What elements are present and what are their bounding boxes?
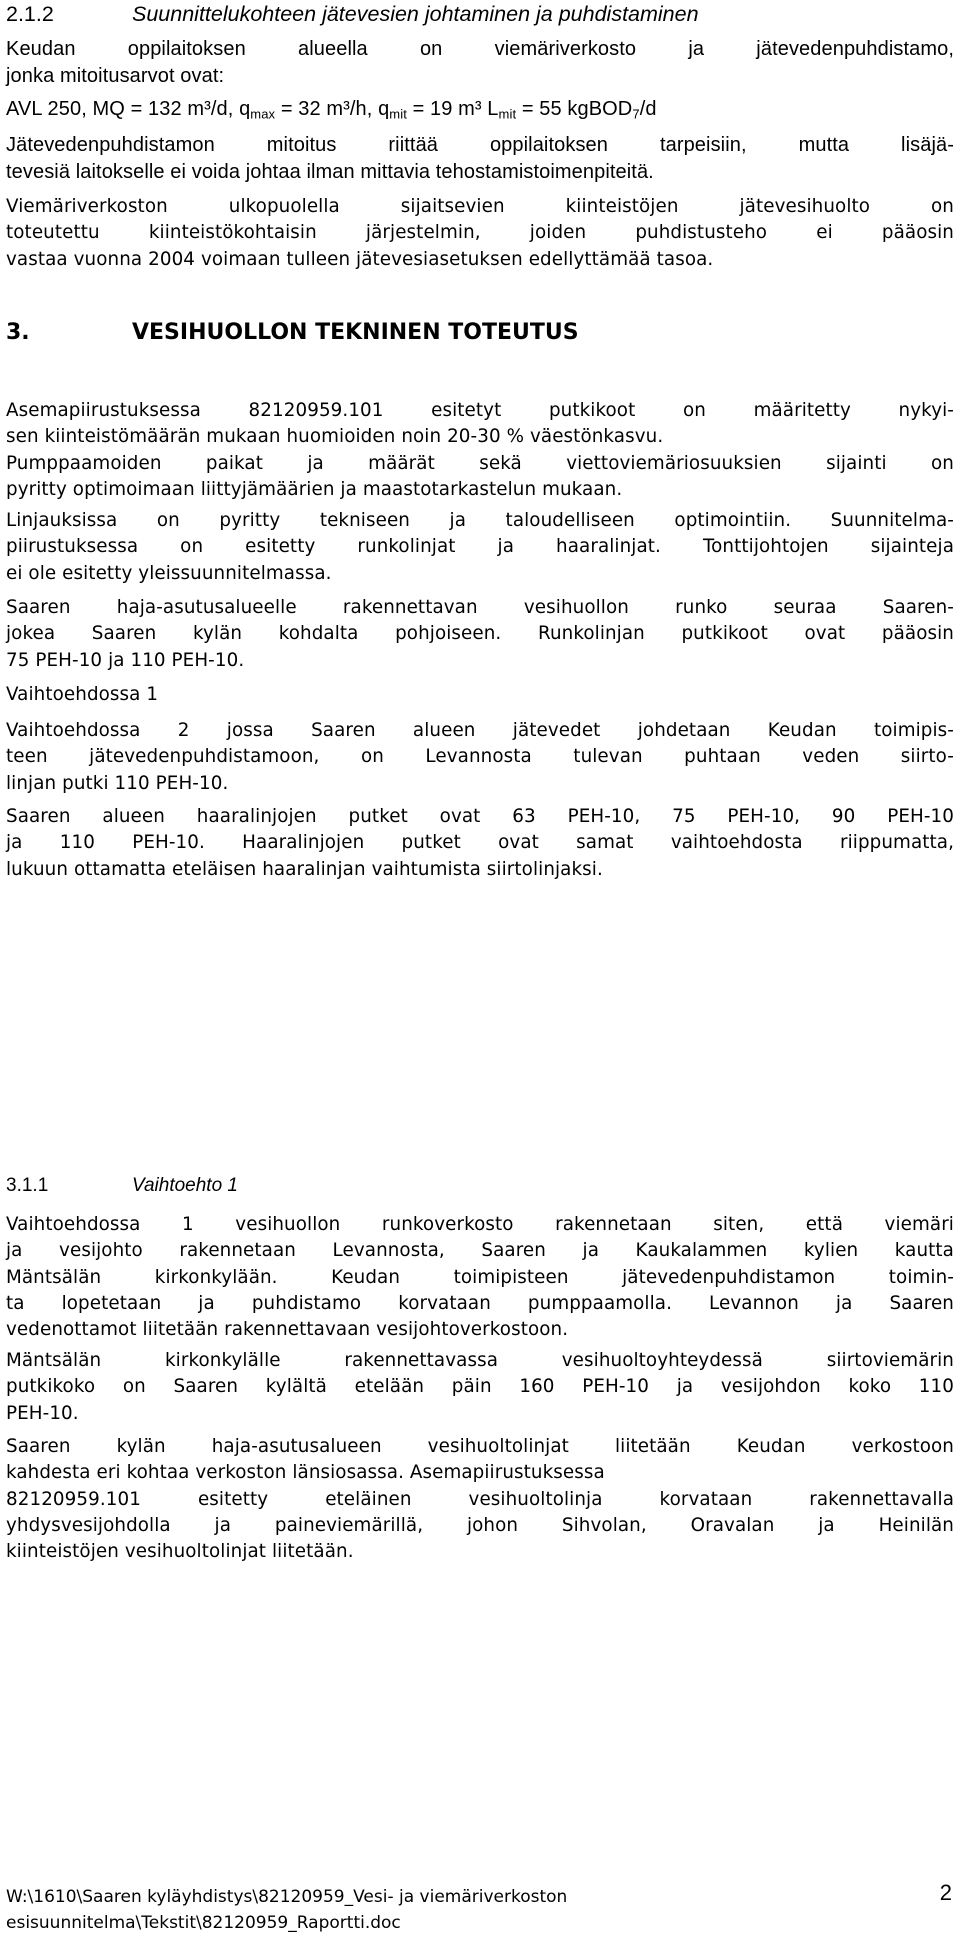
paragraph-transfer-sewer [6, 1348, 954, 1427]
text-line: kiinteistöjen vesihuoltolinjat liitetään. [6, 1541, 354, 1563]
text-line: Viemäriverkoston ulkopuolella sijaitsevien kiinteistöjen jätevesihuolto on [6, 196, 954, 217]
text-line: linjan putki 110 PEH-10. [6, 772, 229, 794]
section-title: VESIHUOLLON TEKNINEN TOTEUTUS [132, 320, 579, 345]
section-heading-3-1-1 [6, 1175, 238, 1197]
paragraph-pipe-sizes [6, 398, 954, 503]
section-number: 2.1.2 [6, 2, 54, 26]
text-line: ei ole esitetty yleissuunnitelmassa. [6, 562, 332, 584]
text-line: Keudan oppilaitoksen alueella on viemäriverkosto ja jätevedenpuhdistamo, [6, 38, 954, 60]
text-line: toteutettu kiinteistökohtaisin järjestelmin, joiden puhdistusteho ei pääosin [6, 222, 954, 244]
text-line: 75 PEH-10 ja 110 PEH-10. [6, 649, 245, 671]
paragraph-branch-pipes [6, 804, 954, 883]
design-value-text: /d [639, 98, 657, 120]
text-line: 82120959.101 esitetty eteläinen vesihuoltolinja korvataan rakennettavalla [6, 1488, 954, 1510]
paragraph-alignments [6, 508, 954, 587]
paragraph-capacity [6, 132, 954, 186]
text-line: ta lopetetaan ja puhdistamo korvataan pumppaamolla. Levannon ja Saaren [6, 1292, 954, 1314]
paragraph-option-1-label [6, 682, 954, 708]
text-line: jokea Saaren kylän kohdalta pohjoiseen. Runkolinjan putkikoot ovat pääosin [6, 623, 954, 645]
text-line: Vaihtoehdossa 1 [6, 684, 159, 705]
design-value-text: = 19 m³ L [406, 98, 499, 120]
text-line: Vaihtoehdossa 2 jossa Saaren alueen jätevedet johdetaan Keudan toimipis- [6, 720, 954, 741]
text-line: teen jätevedenpuhdistamoon, on Levannosta tulevan puhtaan veden siirto- [6, 746, 954, 768]
section-title: Suunnittelukohteen jätevesien johtaminen ja puhdistaminen [132, 2, 699, 26]
text-line: sen kiinteistömäärän mukaan huomioiden noin 20-30 % väestönkasvu. [6, 426, 664, 448]
text-line: Pumppaamoiden paikat ja määrät sekä viettoviemäriosuuksien sijainti on [6, 452, 954, 474]
subscript: max [250, 106, 276, 122]
text-line: Vaihtoehdossa 1 vesihuollon runkoverkosto rakennetaan siten, että viemäri [6, 1214, 954, 1235]
text-line: Linjauksissa on pyritty tekniseen ja taloudelliseen optimointiin. Suunnitelma- [6, 510, 954, 531]
text-line: lukuun ottamatta eteläisen haaralinjan vaihtumista siirtolinjaksi. [6, 858, 603, 880]
text-line: vedenottamot liitetään rakennettavaan vesijohtoverkostoon. [6, 1319, 569, 1341]
section-title: Vaihtoehto 1 [132, 1175, 238, 1196]
footer-file-path: esisuunnitelma\Tekstit\82120959_Raportti.doc [6, 1913, 401, 1933]
text-line: vastaa vuonna 2004 voimaan tulleen jätevesiasetuksen edellyttämää tasoa. [6, 248, 714, 270]
text-line: ja 110 PEH-10. Haaralinjojen putket ovat samat vaihtoehdosta riippumatta, [6, 832, 954, 854]
section-heading-3 [6, 320, 579, 345]
text-line: Mäntsälän kirkonkylään. Keudan toimipisteen jätevedenpuhdistamon toimin- [6, 1266, 954, 1288]
paragraph-wastewater-outside-network [6, 194, 954, 273]
text-line: kahdesta eri kohtaa verkoston länsiosassa. Asemapiirustuksessa [6, 1462, 605, 1484]
text-line: piirustuksessa on esitetty runkolinjat ja haaralinjat. Tonttijohtojen sijainteja [6, 536, 954, 558]
section-number: 3. [6, 320, 30, 345]
design-value-text: = 32 m³/h, q [275, 98, 390, 120]
text-line: Saaren alueen haaralinjojen putket ovat 63 PEH-10, 75 PEH-10, 90 PEH-10 [6, 806, 954, 827]
paragraph-saari-connection [6, 1434, 954, 1565]
text-line: yhdysvesijohdolla ja paineviemärillä, johon Sihvolan, Oravalan ja Heinilän [6, 1514, 954, 1536]
text-line: tevesiä laitokselle ei voida johtaa ilman mittavia tehostamistoimenpiteitä. [6, 161, 654, 183]
text-line: ja vesijohto rakennetaan Levannosta, Saaren ja Kaukalammen kylien kautta [6, 1240, 954, 1262]
design-values-line [6, 96, 954, 127]
section-number: 3.1.1 [6, 1175, 49, 1196]
page-number: 2 [939, 1880, 952, 1905]
paragraph-saari-trunk [6, 595, 954, 674]
design-value-text: AVL 250, MQ = 132 m³/d, q [6, 98, 251, 120]
paragraph-option-1-network [6, 1212, 954, 1343]
subscript: mit [498, 106, 517, 122]
text-line: pyritty optimoimaan liittyjämäärien ja maastotarkastelun mukaan. [6, 478, 623, 500]
text-line: Asemapiirustuksessa 82120959.101 esitetyt putkikoot on määritetty nykyi- [6, 400, 954, 421]
design-value-text: = 55 kgBOD [516, 98, 633, 120]
footer-file-path: W:\1610\Saaren kyläyhdistys\82120959_Vesi- ja viemäriverkoston [6, 1887, 568, 1907]
paragraph-plant-intro [6, 36, 954, 90]
text-line: Saaren haja-asutusalueelle rakennettavan vesihuollon runko seuraa Saaren- [6, 597, 954, 618]
page-footer [6, 1880, 954, 1936]
text-line: PEH-10. [6, 1402, 79, 1424]
subscript: 7 [632, 106, 640, 122]
subscript: mit [389, 106, 407, 122]
text-line: Mäntsälän kirkonkylälle rakennettavassa vesihuoltoyhteydessä siirtoviemärin [6, 1350, 954, 1371]
text-line: Jätevedenpuhdistamon mitoitus riittää oppilaitoksen tarpeisiin, mutta lisäjä- [6, 134, 954, 156]
text-line: putkikoko on Saaren kylältä etelään päin 160 PEH-10 ja vesijohdon koko 110 [6, 1376, 954, 1398]
text-line: jonka mitoitusarvot ovat: [6, 65, 225, 87]
section-heading-2-1-2 [6, 2, 699, 27]
text-line: Saaren kylän haja-asutusalueen vesihuoltolinjat liitetään Keudan verkostoon [6, 1436, 954, 1457]
paragraph-option-2 [6, 718, 954, 797]
